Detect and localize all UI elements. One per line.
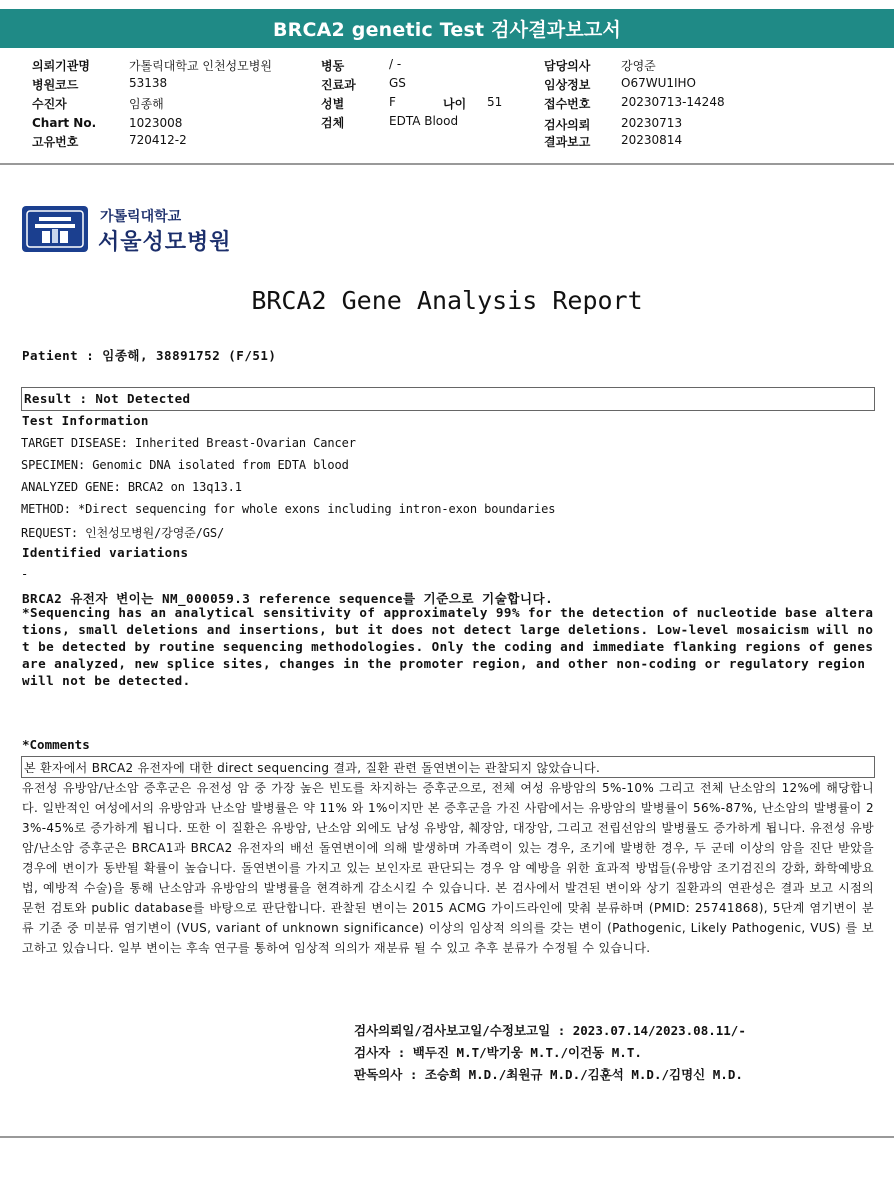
target-disease: TARGET DISEASE: Inherited Breast-Ovarian Cancer [21, 436, 356, 450]
unique-no-value: 720412-2 [129, 133, 187, 147]
clinical-info-value: O67WU1IHO [621, 76, 697, 90]
request-date-label: 검사의뢰 [544, 118, 591, 132]
reading-physicians: 판독의사 : 조승희 M.D./최원규 M.D./김훈석 M.D./김명신 M.D. [354, 1067, 743, 1082]
chart-no-label: Chart No. [32, 116, 97, 130]
comments-heading: *Comments [22, 737, 90, 752]
catholic-university-emblem-icon [21, 205, 89, 253]
department-label: 진료과 [321, 78, 356, 92]
report-header-title: BRCA2 genetic Test 검사결과보고서 [0, 9, 894, 48]
request-line: REQUEST: 인천성모병원/강영준/GS/ [21, 526, 225, 540]
method-line: METHOD: *Direct sequencing for whole exons including intron-exon boundaries [21, 502, 556, 516]
comment-summary: 본 환자에서 BRCA2 유전자에 대한 direct sequencing 결과, 질환 관련 돌연변이는 관찰되지 않았습니다. [24, 761, 601, 775]
specimen-value: EDTA Blood [389, 114, 459, 128]
sex-value: F [389, 95, 396, 109]
report-dates: 검사의뢰일/검사보고일/수정보고일 : 2023.07.14/2023.08.11/- [354, 1023, 746, 1038]
identified-variations-value: - [21, 567, 29, 581]
reference-sequence-note: BRCA2 유전자 변이는 NM_000059.3 reference sequence를 기준으로 기술합니다. [22, 591, 554, 606]
report-date-value: 20230814 [621, 133, 683, 147]
ward-value: / - [389, 57, 402, 71]
unique-no-label: 고유번호 [32, 135, 79, 149]
logo-university-name: 가톨릭대학교 [100, 209, 182, 225]
test-information-heading: Test Information [22, 413, 149, 428]
result-value: Result : Not Detected [24, 391, 191, 406]
chart-no-value: 1023008 [129, 116, 183, 130]
hospital-code-label: 병원코드 [32, 78, 79, 92]
specimen-label: 검체 [321, 116, 345, 130]
header-divider [0, 163, 894, 165]
age-value: 51 [487, 95, 503, 109]
request-date-value: 20230713 [621, 116, 683, 130]
report-title: BRCA2 Gene Analysis Report [251, 286, 643, 315]
age-label: 나이 [443, 97, 467, 111]
doctor-label: 담당의사 [544, 59, 591, 73]
logo-hospital-name: 서울성모병원 [98, 230, 232, 255]
technicians: 검사자 : 백두진 M.T/박기웅 M.T./이건동 M.T. [354, 1045, 642, 1060]
department-value: GS [389, 76, 406, 90]
clinical-info-label: 임상정보 [544, 78, 591, 92]
institution-label: 의뢰기관명 [32, 59, 90, 73]
sex-label: 성별 [321, 97, 345, 111]
sensitivity-note: *Sequencing has an analytical sensitivity of approximately 99% for the detection of nucleotide base alterations, small deletions and insertions, but it does not detect large deletions. Low-level mosaicism will not be detected by routine sequencing methodologies. Only the coding and immediate flanking regions of genes are analyzed, new splice sites, changes in the promoter region, and other non-coding or regulatory region will not be detected. [22, 605, 874, 688]
examinee-value: 임종해 [129, 97, 164, 111]
examinee-label: 수진자 [32, 97, 67, 111]
specimen-line: SPECIMEN: Genomic DNA isolated from EDTA blood [21, 458, 349, 472]
doctor-value: 강영준 [621, 59, 656, 73]
analyzed-gene: ANALYZED GENE: BRCA2 on 13q13.1 [21, 480, 242, 494]
identified-variations-heading: Identified variations [22, 545, 189, 560]
institution-value: 가톨릭대학교 인천성모병원 [129, 59, 272, 73]
receipt-no-label: 접수번호 [544, 97, 591, 111]
footer-divider [0, 1136, 894, 1138]
ward-label: 병동 [321, 59, 345, 73]
report-date-label: 결과보고 [544, 135, 591, 149]
receipt-no-value: 20230713-14248 [621, 95, 725, 109]
hospital-code-value: 53138 [129, 76, 168, 90]
comment-body: 유전성 유방암/난소암 증후군은 유전성 암 중 가장 높은 빈도를 차지하는 증후군으로, 전체 여성 유방암의 5%-10% 그리고 전체 난소암의 12%에 해당합니다. 일반적인 여성에서의 유방암과 난소암 발병률은 약 11% 와 1%이지만 본 증후군을 가진 사람에서는 유방암의 발병률이 56%-87%, 난소암의 발병률이 23%-45%로 증가하게 됩니다. 또한 이 질환은 유방암, 난소암 외에도 남성 유방암, 췌장암, 대장암, 그리고 전립선암의 발병률도 증가하게 됩니다. 유전성 유방암/난소암 증후군은 BRCA1과 BRCA2 유전자의 배선 돌연변이에 의해 발생하며 가족력이 있는 경우, 조기에 발병한 경우, 두 군데 이상의 암을 진단 받았을 경우에 변이가 동반될 확률이 높습니다. 돌연변이를 가지고 있는 보인자로 판단되는 경우 암 예방을 위한 효과적 방법들(유방암 조기검진의 강화, 화학예방요법, 예방적 수술)을 통해 난소암과 유방암의 발병률을 현격하게 감소시킬 수 있습니다. 본 검사에서 발견된 변이와 상기 질환과의 연관성은 결과 보고 시점의 문헌 검토와 public database를 바탕으로 판단합니다. 관찰된 변이는 2015 ACMG 가이드라인에 맞춰 분류하며 (PMID: 25741868), 5단계 염기변이 분류 기준 중 미분류 염기변이 (VUS, variant of unknown significance) 이상의 임상적 의의를 갖는 변이 (Pathogenic, Likely Pathogenic, VUS) 를 보고하고 있습니다. 일부 변이는 후속 연구를 통하여 임상적 의의가 재분류 될 수 있고 추후 분류가 수정될 수 있습니다. [22, 781, 875, 955]
patient-line: Patient : 임종해, 38891752 (F/51) [22, 348, 277, 363]
